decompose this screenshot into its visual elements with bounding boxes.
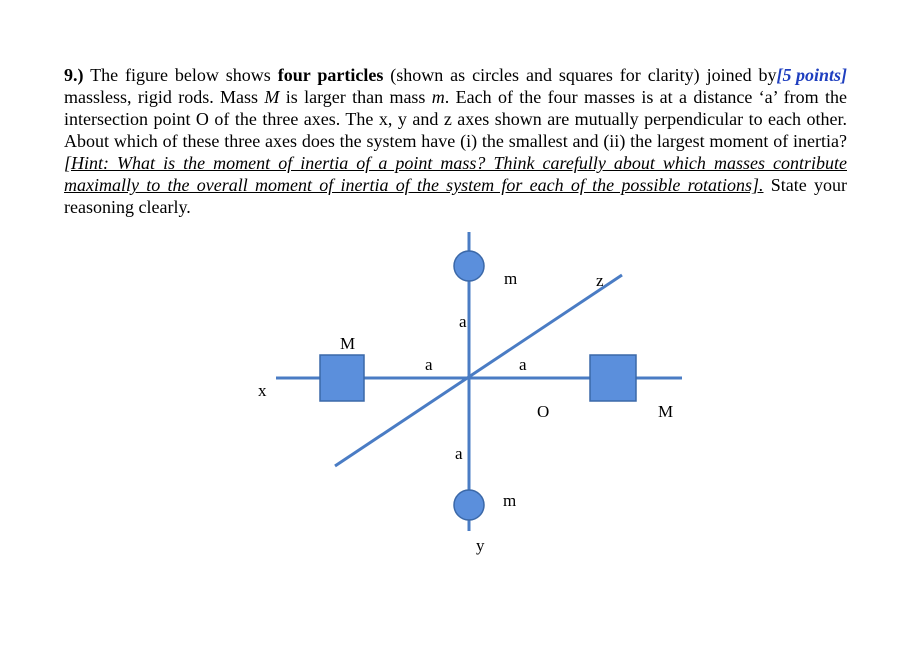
mass-top-label: m (504, 269, 518, 288)
mass-left-label: M (340, 334, 356, 353)
problem-text-3: is larger than mass (279, 87, 432, 107)
mass-bottom-label: m (503, 491, 517, 510)
z-axis-label: z (596, 271, 604, 290)
mass-big-symbol: M (264, 87, 280, 107)
mass-small-symbol: m (431, 87, 445, 107)
mass-left-square (320, 355, 364, 401)
mass-right-square (590, 355, 636, 401)
distance-right-label: a (519, 355, 527, 374)
points-label: [5 points] (776, 65, 847, 85)
x-axis-label: x (258, 381, 267, 400)
problem-text-1: The figure below shows (83, 65, 278, 85)
problem-number: 9.) (64, 65, 84, 85)
distance-top-label: a (459, 312, 467, 331)
mass-top-circle (454, 251, 484, 281)
bold-phrase: four particles (277, 65, 384, 85)
mass-bottom-circle (454, 490, 484, 520)
problem-text-4: . Each of the four masses is at a distance ‘a’ from the intersection point O of the three axes. The x, y and z axes shown are mutually perpendicular to each other. About which of these three axes does the system have (i) the smallest and (ii) the largest moment of inertia? (64, 87, 848, 151)
z-axis-line (335, 275, 622, 466)
origin-label: O (537, 402, 550, 421)
problem-text-2: (shown as circles and squares for clarity) joined by massless, rigid rods. Mass (64, 65, 777, 107)
problem-text-5: State your reasoning clearly. (64, 175, 847, 217)
y-axis-label: y (476, 536, 485, 555)
distance-left-label: a (425, 355, 433, 374)
hint-text: [Hint: What is the moment of inertia of a point mass? Think carefully about which masses contribute maximally to the overall moment of inertia of the system for each of the possible rotations]. (64, 153, 847, 195)
distance-bottom-label: a (455, 444, 463, 463)
mass-right-label: M (658, 402, 674, 421)
